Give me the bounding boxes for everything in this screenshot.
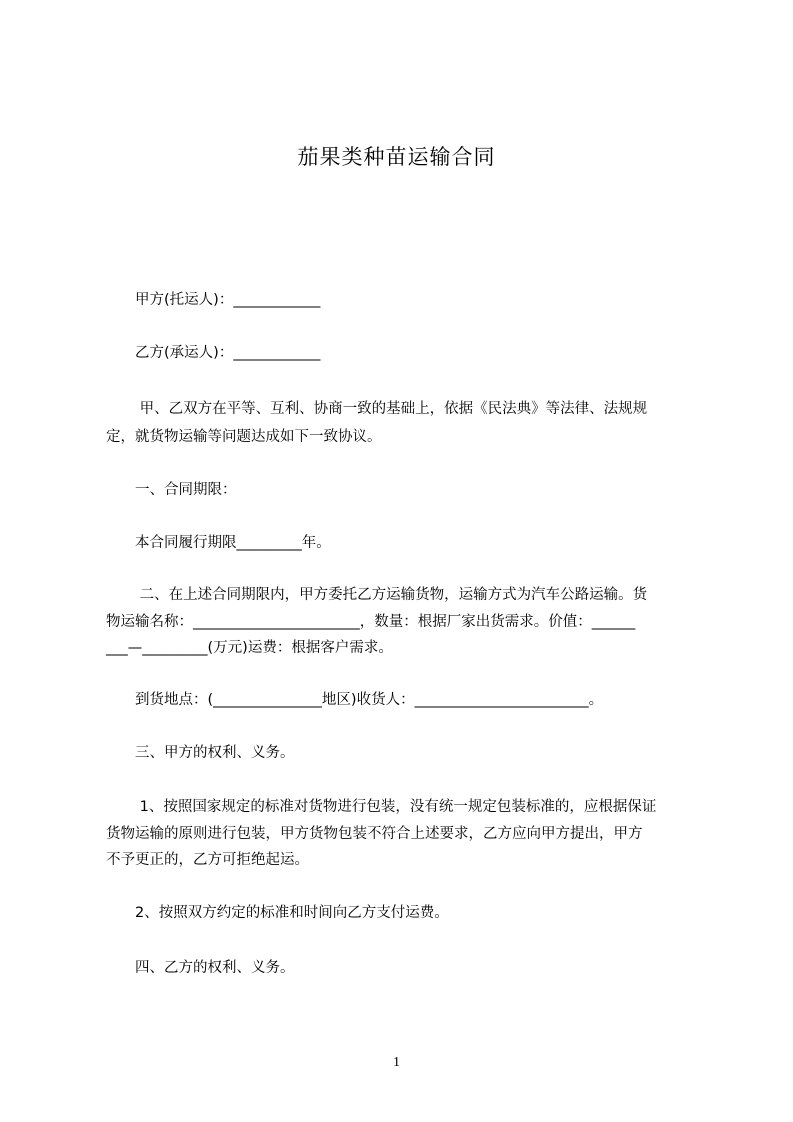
section-1-heading: 一、合同期限：: [106, 482, 237, 498]
contract-term-line: 本合同履行期限_________年。: [106, 535, 331, 551]
clause-3-1-line-1: 1、按照国家规定的标准对货物进行包装，没有统一规定包装标准的，应根据保证: [106, 799, 657, 815]
clause-3-2-line: 2、按照双方约定的标准和时间向乙方支付运费。: [106, 905, 449, 921]
section-2-line-2: 物运输名称：_______________________，数量：根据厂家出货需求。价值：______: [106, 614, 636, 630]
party-b-line: 乙方(承运人)：____________: [106, 345, 321, 361]
section-4-heading: 四、乙方的权利、义务。: [106, 960, 295, 976]
destination-line: 到货地点：(_______________地区)收货人：________________________。: [106, 692, 604, 708]
document-title: 茄果类种苗运输合同: [297, 145, 496, 169]
section-2-line-3: ___—_________(万元)运费：根据客户需求。: [106, 640, 393, 656]
party-a-line: 甲方(托运人)：____________: [106, 292, 321, 308]
page-number: 1: [393, 1055, 400, 1070]
clause-3-1-line-3: 不予更正的，乙方可拒绝起运。: [106, 852, 309, 868]
preamble-line-2: 定，就货物运输等问题达成如下一致协议。: [106, 429, 382, 445]
preamble-line-1: 甲、乙双方在平等、互利、协商一致的基础上，依据《民法典》等法律、法规规: [106, 401, 648, 417]
section-3-heading: 三、甲方的权利、义务。: [106, 745, 295, 761]
clause-3-1-line-2: 货物运输的原则进行包装，甲方货物包装不符合上述要求，乙方应向甲方提出，甲方: [106, 826, 643, 842]
section-2-line-1: 二、在上述合同期限内，甲方委托乙方运输货物，运输方式为汽车公路运输。货: [106, 587, 648, 603]
